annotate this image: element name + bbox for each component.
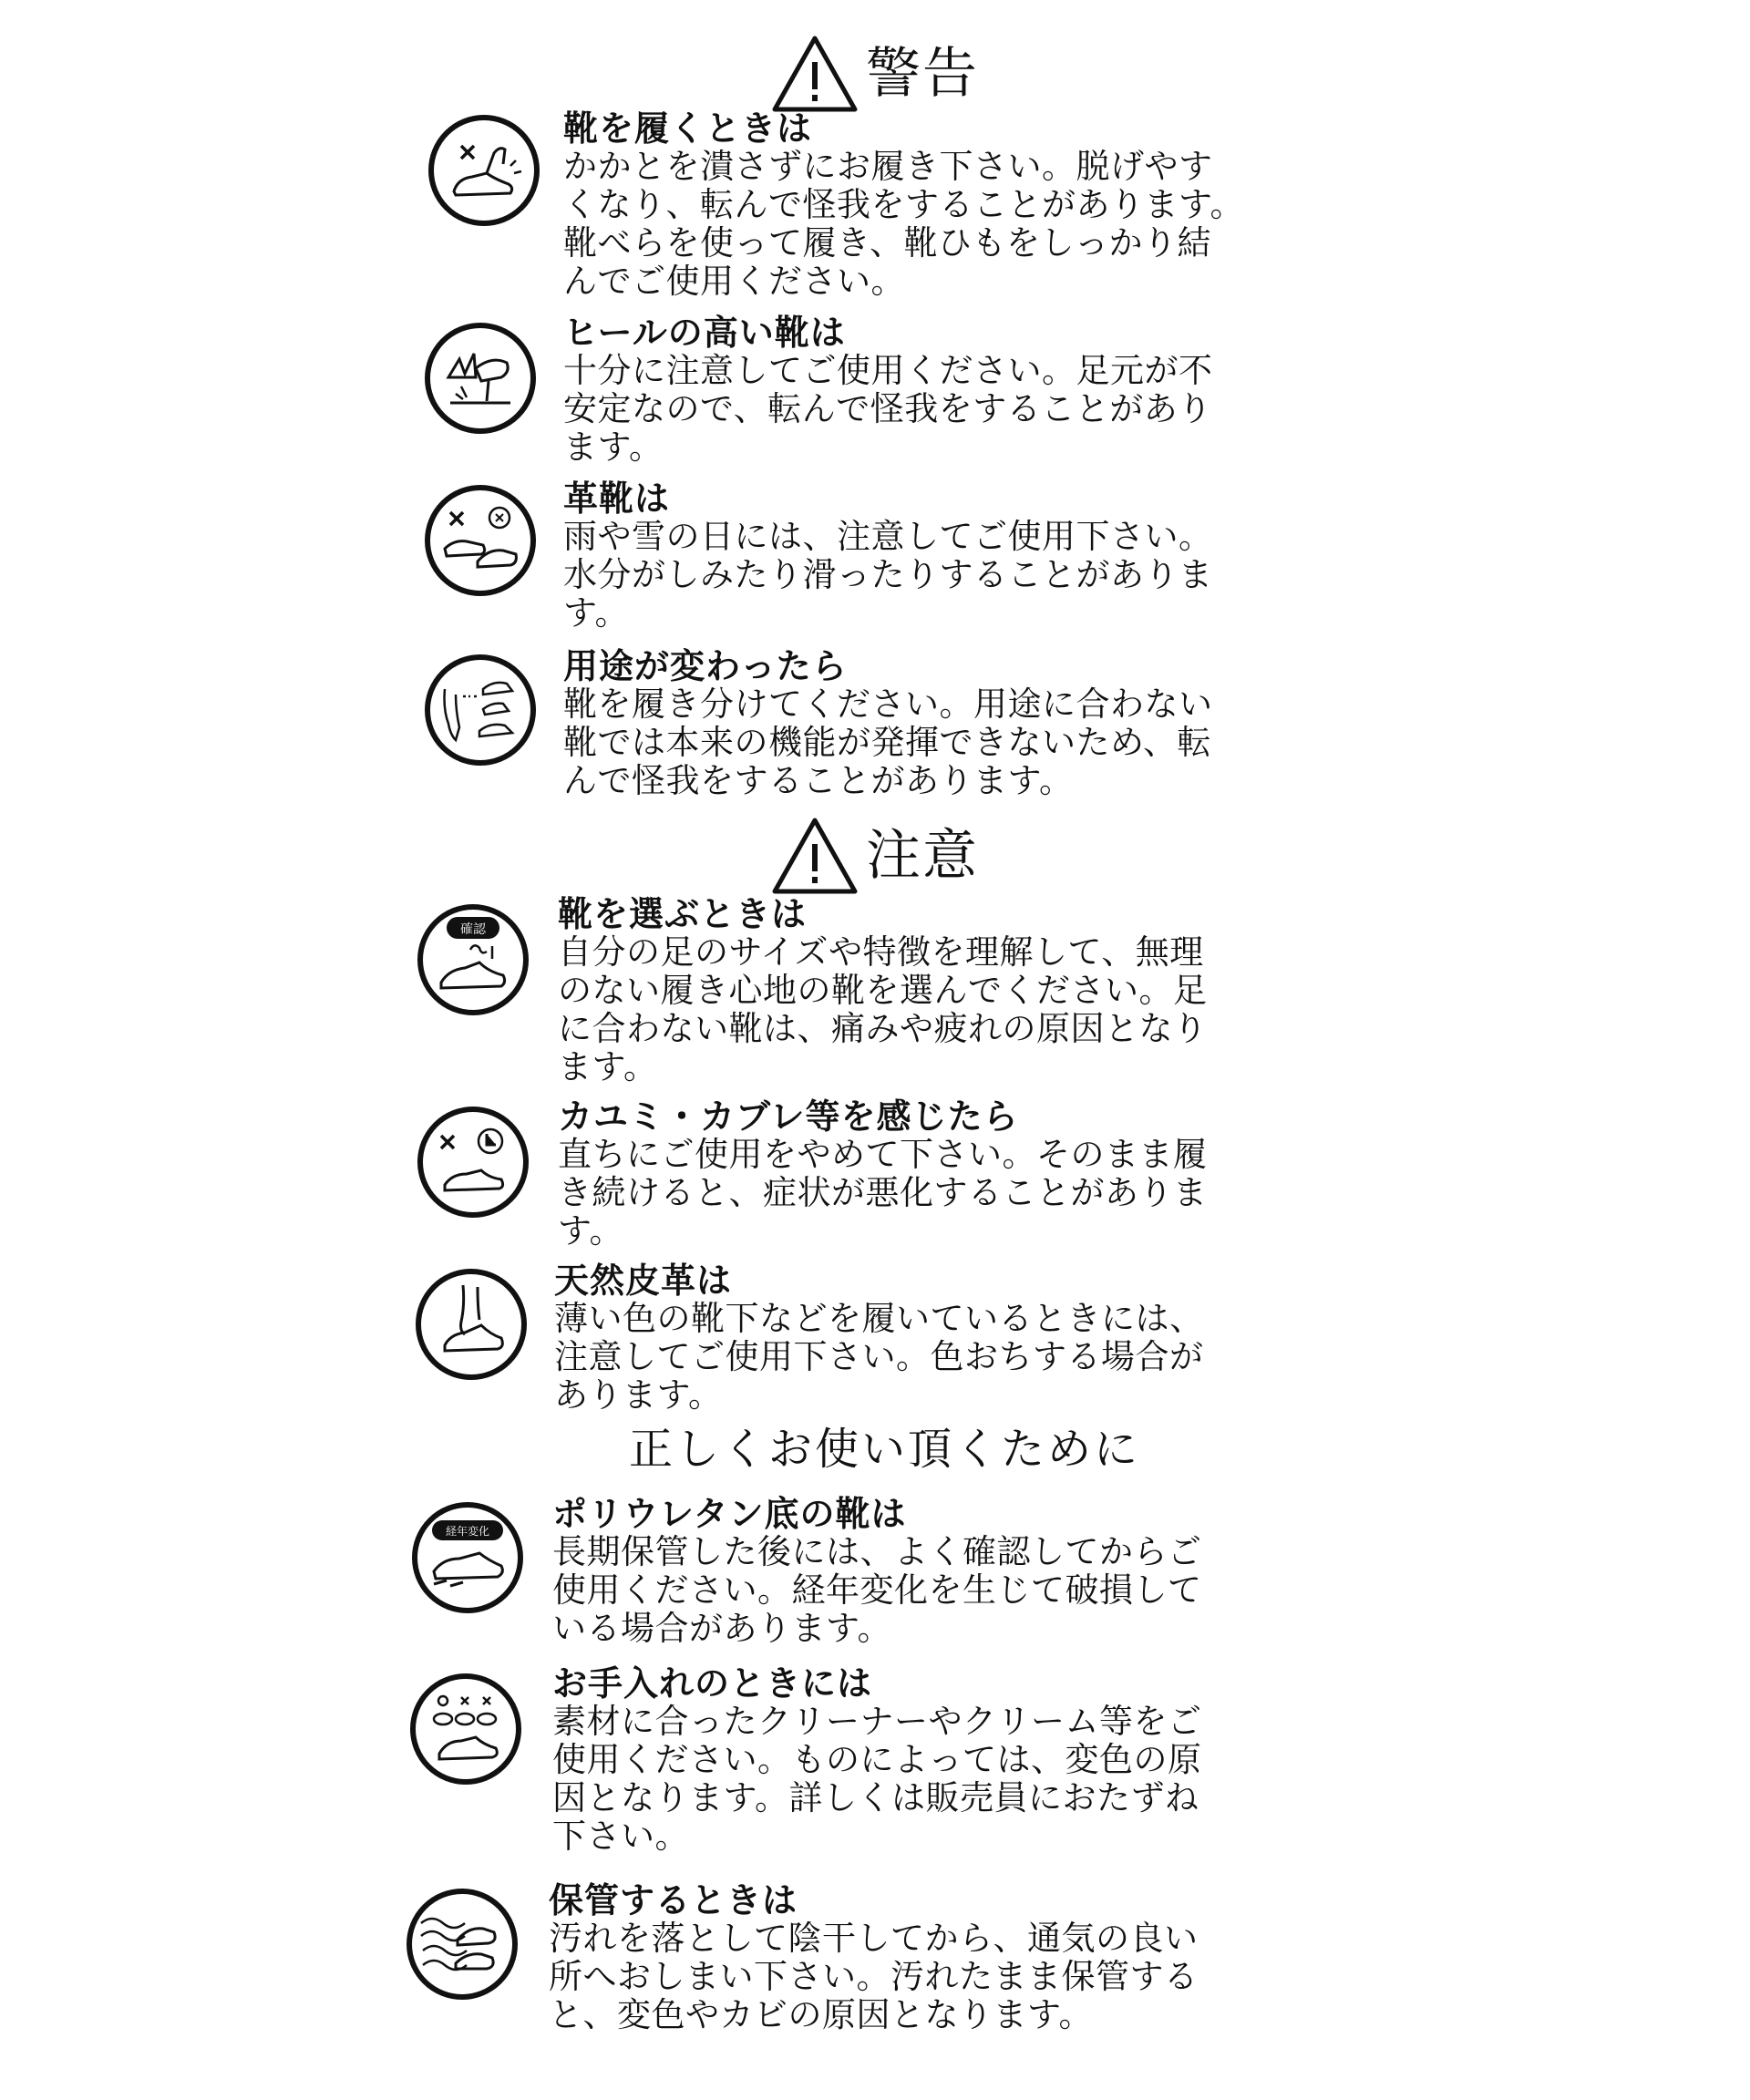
item-body: 薄い色の靴下などを履いているときには、 注意してご使用下さい。色おちする場合が あります。 <box>554 1299 1204 1415</box>
item-title: お手入れのときには <box>552 1663 873 1704</box>
shoe-change-icon <box>423 653 538 767</box>
caution-item-choose-shoes-text <box>558 895 1305 1086</box>
caution-heading-text: 注意 <box>866 824 979 888</box>
item-title: 保管するときは <box>549 1880 798 1920</box>
warning-item-leather-text <box>563 479 1311 633</box>
warning-item-usage-change-text <box>563 647 1311 800</box>
caution-item-natural-leather-text <box>554 1261 1302 1415</box>
proper-use-heading <box>629 1424 1141 1475</box>
proper-item-storage-text <box>549 1881 1296 2034</box>
skin-irritation-icon <box>416 1105 530 1220</box>
shoe-storage-icon <box>405 1887 520 2002</box>
high-heel-icon <box>423 321 538 436</box>
item-title: 靴を履くときは <box>563 108 813 149</box>
item-body: かかとを潰さずにお履き下さい。脱げやす くなり、転んで怪我をすることがあります。 靴べらを使って履き、靴ひもをしっかり結 んでご使用ください。 <box>563 147 1245 301</box>
item-title: ヒールの高い靴は <box>563 313 846 353</box>
item-body: 靴を履き分けてください。用途に合わない 靴では本来の機能が発揮できないため、転 んで怪我をすることがあります。 <box>563 685 1213 800</box>
item-title: 用途が変わったら <box>563 646 848 686</box>
item-title: 革靴は <box>563 479 671 519</box>
item-title: カユミ・カブレ等を感じたら <box>558 1096 1019 1137</box>
item-title: 靴を選ぶときは <box>558 894 808 934</box>
item-title: 天然皮革は <box>554 1261 733 1301</box>
warning-heading <box>0 35 1750 113</box>
item-body: 素材に合ったクリーナーやクリーム等をご 使用ください。ものによっては、変色の原 因となります。詳しくは販売員におたずね 下さい。 <box>552 1702 1202 1856</box>
warning-heading-text: 警告 <box>866 42 979 106</box>
proper-item-polyurethane-text <box>552 1495 1300 1648</box>
proper-item-care-text <box>552 1664 1300 1856</box>
caution-item-irritation-text <box>558 1097 1305 1251</box>
badge-text: 確認 <box>460 922 486 937</box>
polyurethane-sole-icon <box>410 1500 525 1615</box>
shoe-on-icon <box>427 113 541 228</box>
warning-triangle-icon <box>771 35 859 113</box>
caution-triangle-icon <box>771 817 859 895</box>
shoe-fit-icon <box>416 902 530 1017</box>
color-transfer-icon <box>414 1267 529 1382</box>
warning-item-shoe-on-text <box>563 109 1311 301</box>
warning-item-high-heel-text <box>563 314 1311 467</box>
shoe-care-icon <box>408 1672 523 1786</box>
leather-shoe-rain-icon <box>423 483 538 598</box>
item-body: 十分に注意してご使用ください。足元が不 安定なので、転んで怪我をすることがあり ます。 <box>563 351 1213 467</box>
badge-text: 経年変化 <box>445 1525 490 1538</box>
item-title: ポリウレタン底の靴は <box>552 1494 907 1534</box>
proper-use-heading-text: 正しくお使い頂くために <box>629 1424 1141 1475</box>
item-body: 直ちにご使用をやめて下さい。そのまま履 き続けると、症状が悪化することがありま す。 <box>558 1135 1208 1251</box>
item-body: 自分の足のサイズや特徴を理解して、無理 のない履き心地の靴を選んでください。足 に合わない靴は、痛みや疲れの原因となり ます。 <box>558 932 1208 1086</box>
caution-heading <box>0 817 1750 895</box>
item-body: 長期保管した後には、よく確認してからご 使用ください。経年変化を生じて破損して いる場合があります。 <box>552 1532 1202 1648</box>
item-body: 汚れを落として陰干してから、通気の良い 所へおしまい下さい。汚れたまま保管する と、変色やカビの原因となります。 <box>549 1919 1199 2034</box>
item-body: 雨や雪の日には、注意してご使用下さい。 水分がしみたり滑ったりすることがありま す。 <box>563 517 1213 633</box>
